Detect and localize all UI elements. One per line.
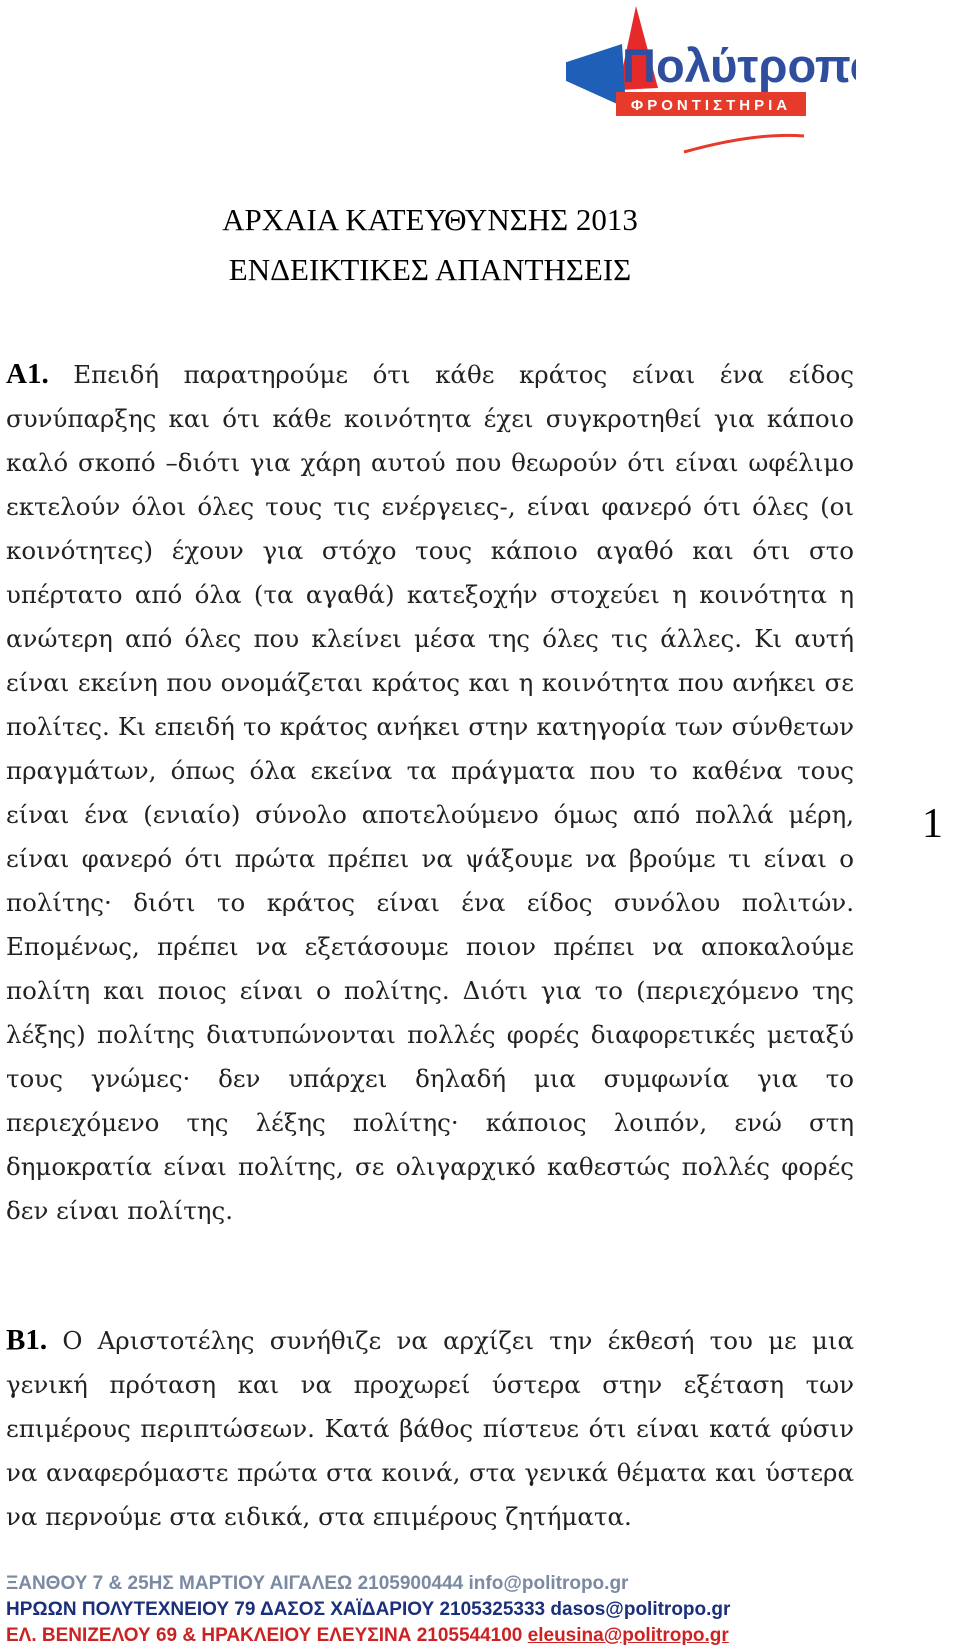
logo-graphic bbox=[566, 4, 856, 164]
footer-address-aigaleo: ΞΑΝΘΟΥ 7 & 25ΗΣ ΜΑΡΤΙΟΥ ΑΙΓΑΛΕΩ 2105900444 info@politropo.gr bbox=[6, 1573, 629, 1594]
footer-address-eleusina-text: ΕΛ. ΒΕΝΙΖΕΛΟΥ 69 & ΗΡΑΚΛΕΙΟΥ ΕΛΕΥΣΙΝΑ 2105544100 bbox=[6, 1625, 528, 1646]
answer-a1-text: Επειδή παρατηρούμε ότι κάθε κράτος είναι ένα είδος συνύπαρξης και ότι κάθε κοινότητα έχει συγκροτηθεί για κάποιο καλό σκοπό –διότι για χάρη αυτού που θεωρούν ότι είναι ωφέλιμο εκτελούν όλοι όλες τους τις ενέργειες-, είναι φανερό ότι όλες (οι κοινότητες) έχουν για στόχο τους κάποιο αγαθό και ότι στο υπέρτατο από όλα (τα αγαθά) κατεξοχήν στοχεύει η κοινότητα η ανώτερη από όλες που κλείνει μέσα της όλες τις άλλες. Κι αυτή είναι εκείνη που ονομάζεται κράτος και η κοινότητα που ανήκει σε πολίτες. Κι επειδή το κράτος ανήκει στην κατηγορία των σύνθετων πραγμάτων, όπως όλα εκείνα τα πράγματα που το καθένα τους είναι ένα (ενιαίο) σύνολο αποτελούμενο όμως από πολλά μέρη, είναι φανερό ότι πρώτα πρέπει να ψάξουμε να βρούμε τι είναι ο πολίτης· διότι το κράτος είναι ένα είδος συνόλου πολιτών. Επομένως, πρέπει να εξετάσουμε ποιον πρέπει να αποκαλούμε πολίτη και ποιος είναι ο πολίτης. Διότι για το (περιεχόμενο της λέξης) πολίτης διατυπώνονται πολλές φορές διαφορετικές μεταξύ τους γνώμες· δεν υπάρχει δηλαδή μια συμφωνία για το περιεχόμενο της λέξης πολίτης· κάποιος λοιπόν, ενώ στη δημοκρατία είναι πολίτης, σε ολιγαρχικό καθεστώς πολλές φορές δεν είναι πολίτης. bbox=[6, 360, 854, 1225]
page-subtitle: ΕΝΔΕΙΚΤΙΚΕΣ ΑΠΑΝΤΗΣΕΙΣ bbox=[228, 252, 632, 287]
page-number: 1 bbox=[922, 801, 943, 847]
answer-a1 bbox=[6, 352, 854, 1233]
logo-swoosh bbox=[684, 135, 804, 152]
answer-b1-label: Β1. bbox=[6, 1324, 48, 1356]
footer-email-link[interactable]: eleusina@politropo.gr bbox=[527, 1625, 729, 1646]
answer-a1-label: Α1. bbox=[6, 358, 49, 390]
logo-subtitle: ΦΡΟΝΤΙΣΤΗΡΙΑ bbox=[630, 97, 792, 114]
answer-b1-text: Ο Αριστοτέλης συνήθιζε να αρχίζει την έκθεσή του με μια γενική πρόταση και να προχωρεί ύστερα στην εξέταση των επιμέρους περιπτώσεων. Κατά βάθος πίστευε ότι είναι κατά φύσιν να αναφερόμαστε πρώτα στα κοινά, στα γενικά θέματα και ύστερα να περνούμε στα ειδικά, στα επιμέρους ζητήματα. bbox=[6, 1326, 854, 1531]
page-title: ΑΡΧΑΙΑ ΚΑΤΕΥΘΥΝΣΗΣ 2013 bbox=[222, 202, 638, 237]
answer-b1 bbox=[6, 1318, 854, 1539]
footer-address-chaidari: ΗΡΩΩΝ ΠΟΛΥΤΕΧΝΕΙΟΥ 79 ΔΑΣΟΣ ΧΑΪΔΑΡΙΟΥ 2105325333 dasos@politropo.gr bbox=[6, 1599, 731, 1620]
logo-name: Πολύτροπο bbox=[622, 39, 856, 92]
footer-address-eleusina bbox=[6, 1624, 960, 1648]
logo bbox=[566, 4, 856, 164]
